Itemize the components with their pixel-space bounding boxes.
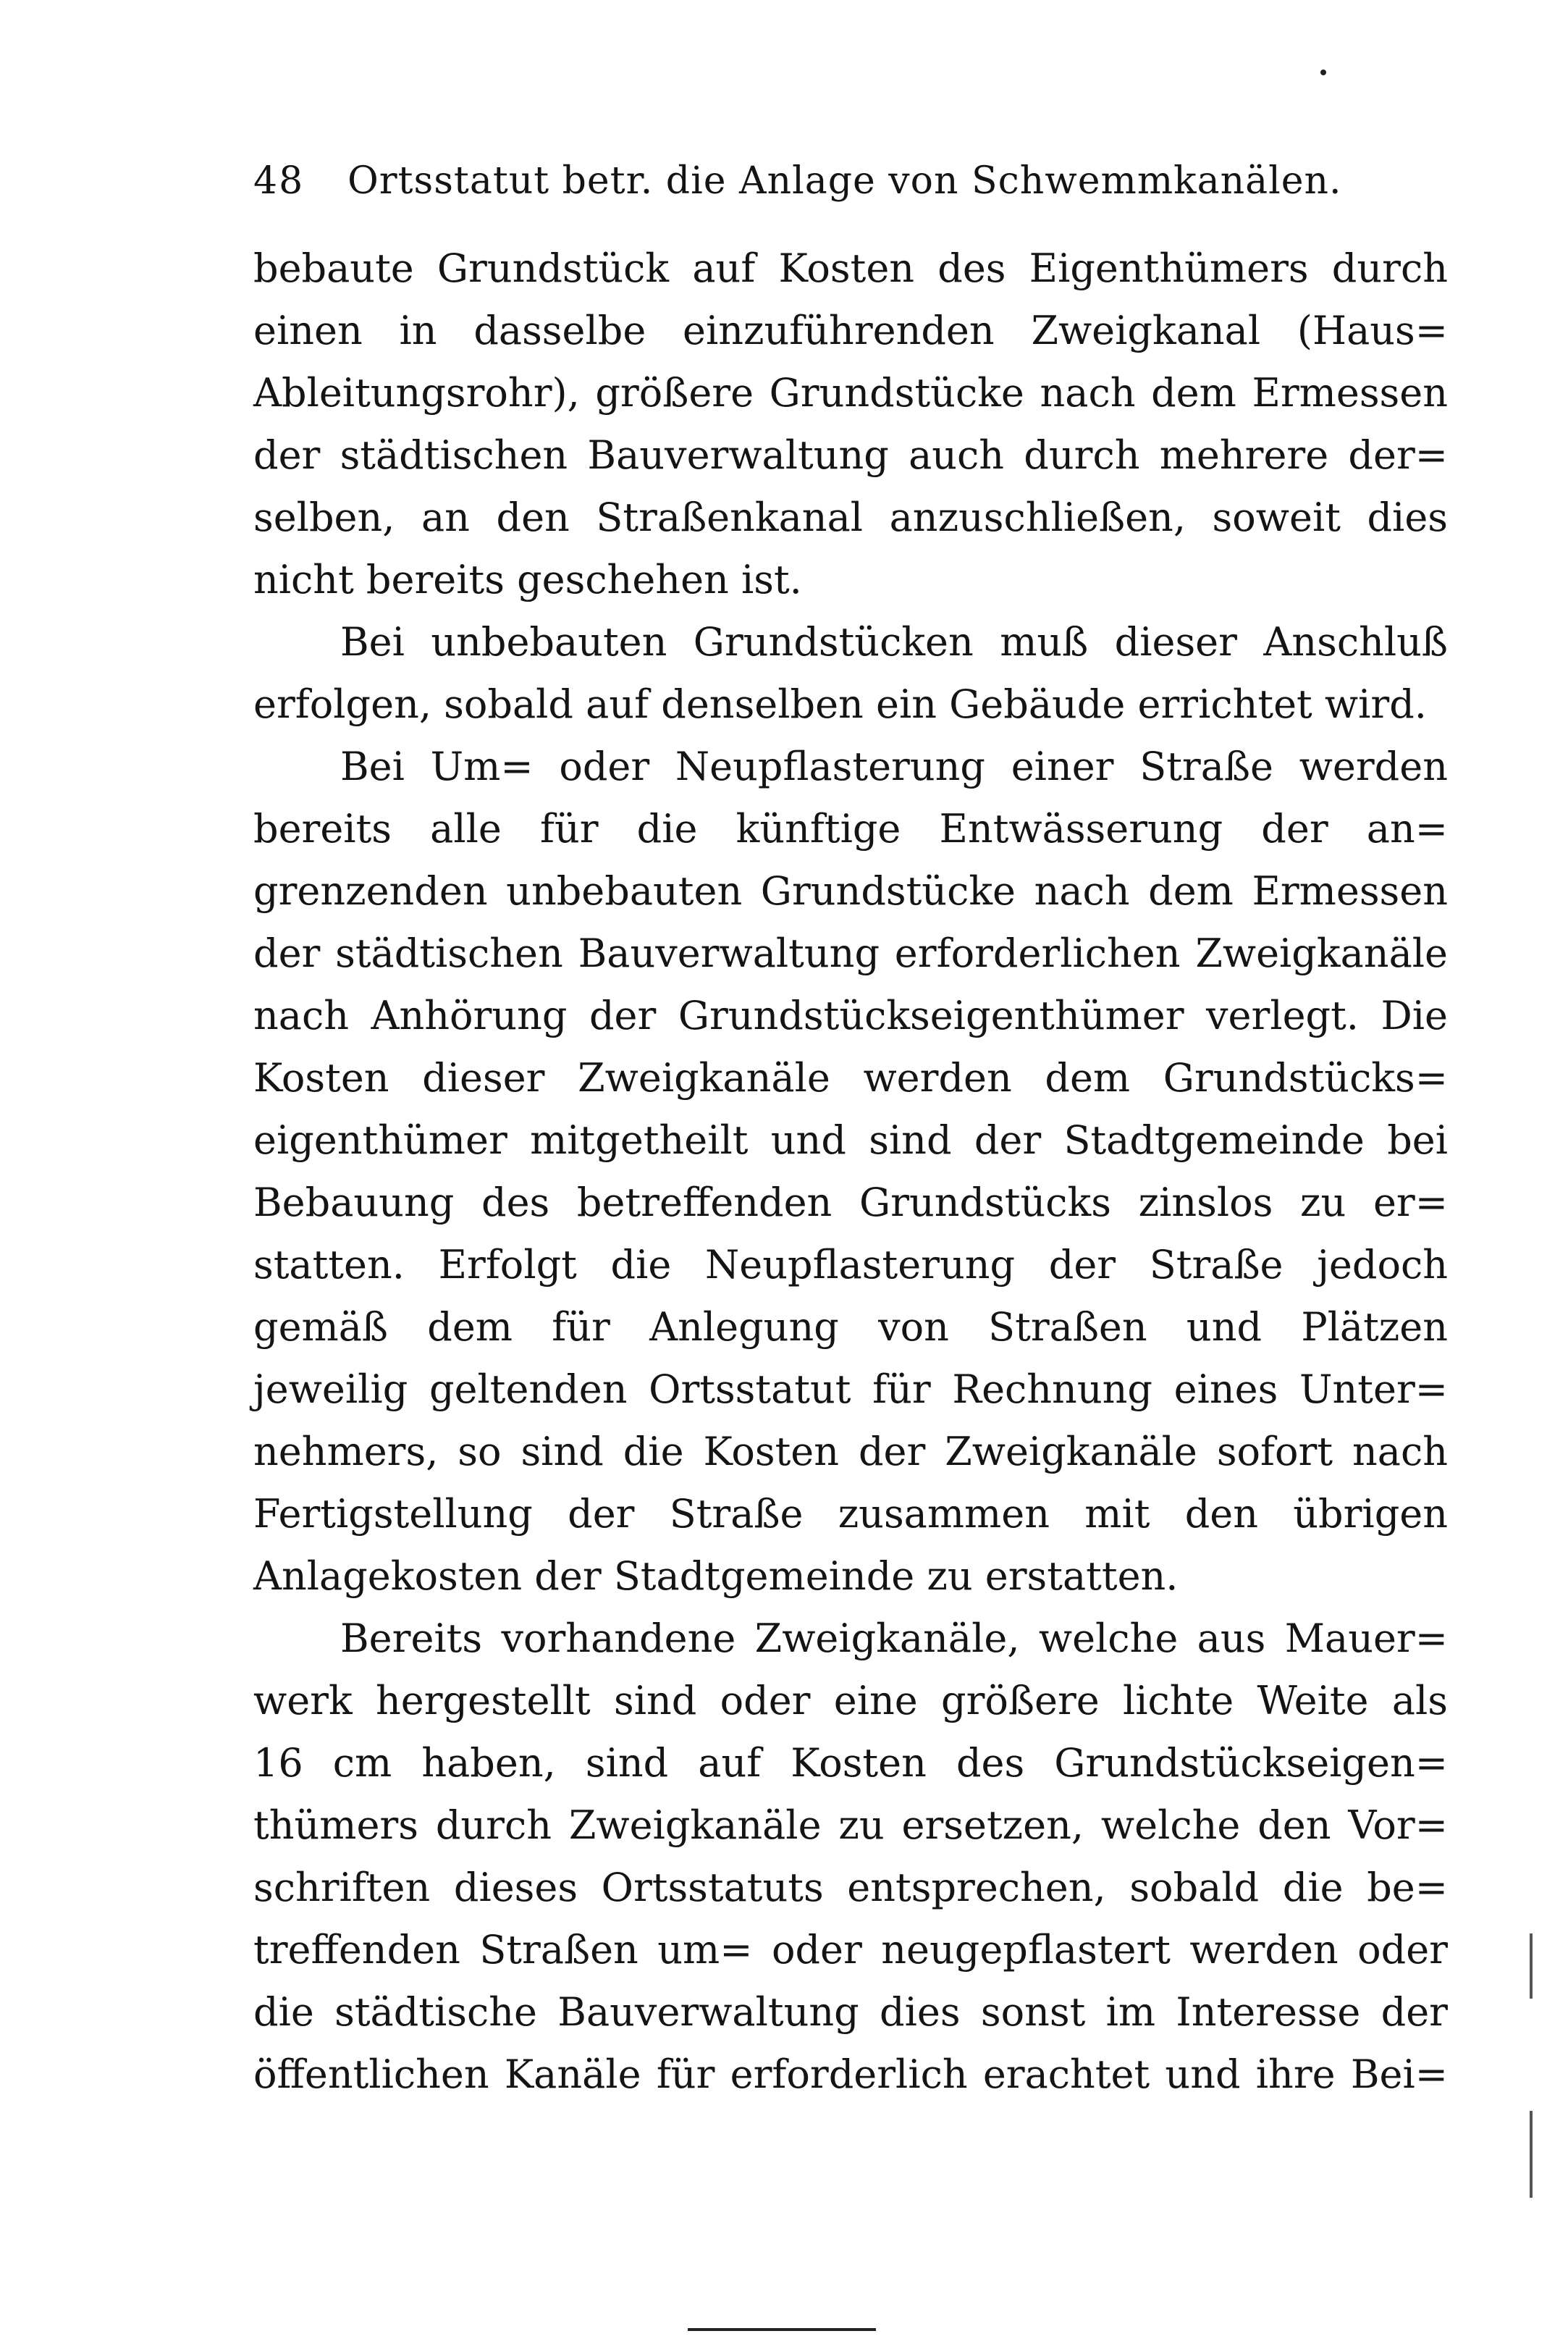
text-line: bereits alle für die künftige Entwässerung der an=	[253, 806, 1448, 852]
running-title: Ortsstatut betr. die Anlage von Schwemmkanälen.	[347, 159, 1342, 203]
text-line: werk hergestellt sind oder eine größere lichte Weite als	[253, 1678, 1448, 1723]
text-line: Bei Um= oder Neupflasterung einer Straße werden	[340, 744, 1448, 789]
bottom-rule	[688, 2328, 876, 2331]
text-line: erfolgen, sobald auf denselben ein Gebäude errichtet wird.	[253, 681, 1427, 727]
text-line: selben, an den Straßenkanal anzuschließen, soweit dies	[253, 495, 1448, 540]
text-line: Bereits vorhandene Zweigkanäle, welche aus Mauer=	[340, 1616, 1448, 1661]
book-page	[253, 145, 1448, 2106]
body-text	[253, 238, 1448, 2106]
text-line: bebaute Grundstück auf Kosten des Eigenthümers durch	[253, 245, 1448, 291]
text-line: jeweilig geltenden Ortsstatut für Rechnung eines Unter=	[253, 1366, 1448, 1412]
text-line: 16 cm haben, sind auf Kosten des Grundstückseigen=	[253, 1740, 1448, 1786]
text-line: einen in dasselbe einzuführenden Zweigkanal (Haus=	[253, 308, 1448, 353]
text-line: eigenthümer mitgetheilt und sind der Stadtgemeinde bei	[253, 1117, 1448, 1163]
text-line: treffenden Straßen um= oder neugepflastert werden oder	[253, 1927, 1448, 1973]
text-line: die städtische Bauverwaltung dies sonst im Interesse der	[253, 1989, 1448, 2035]
text-line: öffentlichen Kanäle für erforderlich erachtet und ihre Bei=	[253, 2051, 1448, 2097]
text-line: Ableitungsrohr), größere Grundstücke nach dem Ermessen	[253, 370, 1448, 416]
print-speck	[1320, 70, 1326, 75]
scan-edge-mark	[1530, 2111, 1533, 2198]
scan-edge-mark	[1530, 1933, 1533, 1999]
text-line: statten. Erfolgt die Neupflasterung der Straße jedoch	[253, 1242, 1448, 1288]
text-line: Fertigstellung der Straße zusammen mit den übrigen	[253, 1491, 1448, 1537]
text-line: grenzenden unbebauten Grundstücke nach dem Ermessen	[253, 868, 1448, 914]
text-line: schriften dieses Ortsstatuts entsprechen, sobald die be=	[253, 1865, 1448, 1910]
running-head	[253, 145, 1448, 217]
text-line: nehmers, so sind die Kosten der Zweigkanäle sofort nach	[253, 1429, 1448, 1474]
text-line: thümers durch Zweigkanäle zu ersetzen, welche den Vor=	[253, 1802, 1448, 1848]
text-line: der städtischen Bauverwaltung auch durch mehrere der=	[253, 432, 1448, 478]
text-line: nicht bereits geschehen ist.	[253, 557, 802, 602]
text-line: Kosten dieser Zweigkanäle werden dem Grundstücks=	[253, 1055, 1448, 1101]
page-number: 48	[253, 159, 305, 203]
text-line: Bei unbebauten Grundstücken muß dieser Anschluß	[340, 619, 1448, 665]
text-line: Bebauung des betreffenden Grundstücks zinslos zu er=	[253, 1180, 1448, 1225]
text-line: Anlagekosten der Stadtgemeinde zu erstatten.	[253, 1553, 1179, 1599]
text-line: nach Anhörung der Grundstückseigenthümer verlegt. Die	[253, 993, 1448, 1038]
text-line: gemäß dem für Anlegung von Straßen und Plätzen	[253, 1304, 1448, 1350]
text-line: der städtischen Bauverwaltung erforderlichen Zweigkanäle	[253, 931, 1448, 976]
